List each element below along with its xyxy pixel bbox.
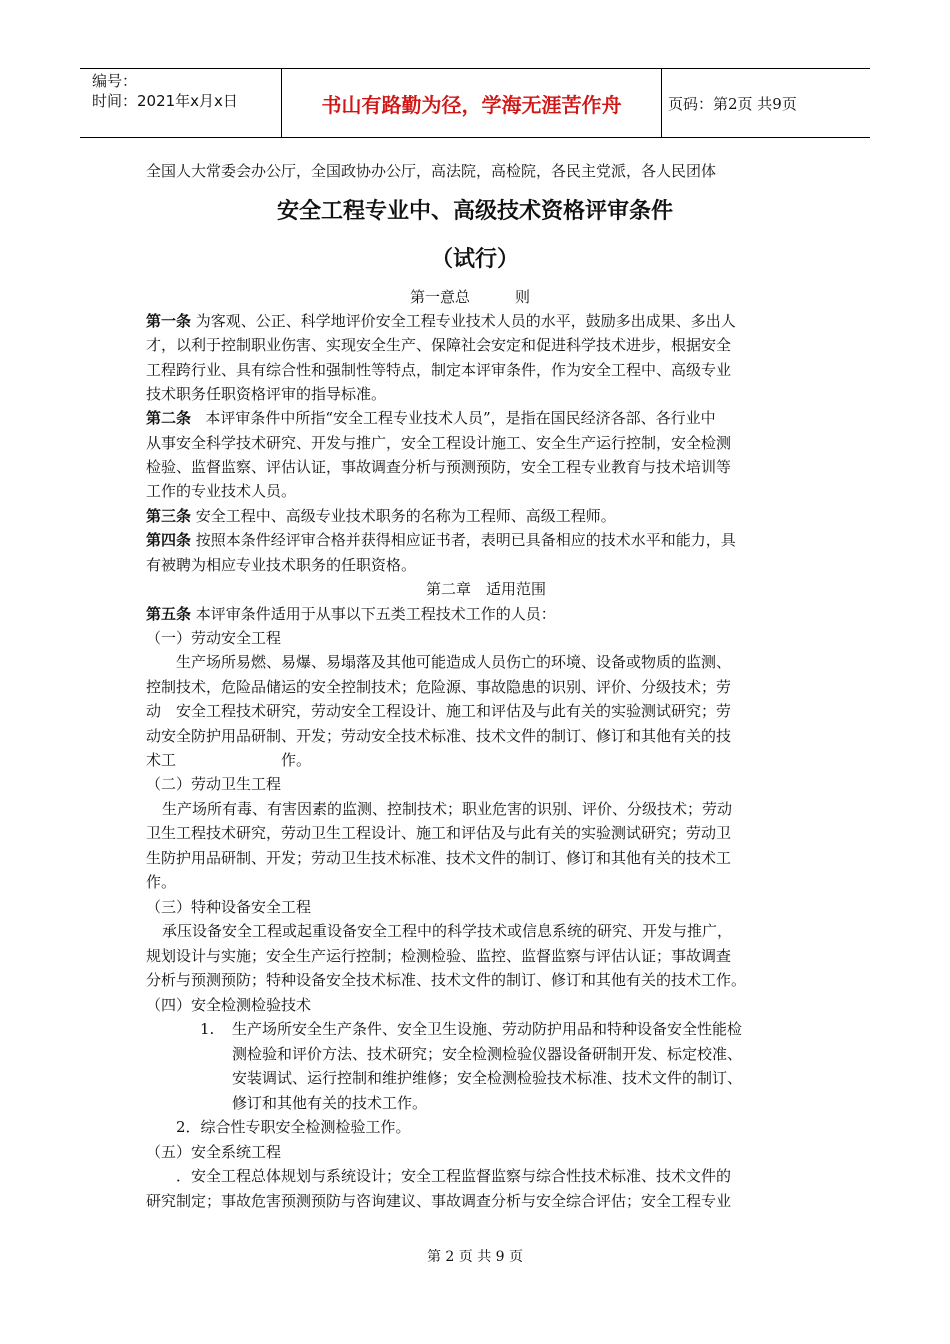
section-5-line-2: 研究制定；事故危害预测预防与咨询建议、事故调查分析与安全综合评估；安全工程专业 — [146, 1192, 732, 1210]
document-title: 安全工程专业中、高级技术资格评审条件 — [276, 199, 673, 224]
section-1-line-5: 术工 作。 — [146, 751, 312, 769]
header-meta-cell — [80, 69, 282, 137]
section-2-line-2: 卫生工程技术研究，劳动卫生工程设计、施工和评估及与此有关的实验测试研究；劳动卫 — [146, 824, 732, 842]
section-5-heading: （五）安全系统工程 — [146, 1143, 282, 1161]
section-2-line-3: 生防护用品研制、开发；劳动卫生技术标准、技术文件的制订、修订和其他有关的技术工 — [146, 849, 732, 867]
header-code-label: 编号： — [92, 72, 138, 90]
header-time-label: 时间：2021年x月x日 — [92, 92, 238, 110]
article-5-line-1: 第五条 本评审条件适用于从事以下五类工程技术工作的人员： — [146, 605, 556, 623]
section-2-heading: （二）劳动卫生工程 — [146, 775, 282, 793]
section-1-line-3: 动 安全工程技术研究，劳动安全工程设计、施工和评估及与此有关的实验测试研究；劳 — [146, 702, 732, 720]
section-1-heading: （一）劳动安全工程 — [146, 629, 282, 647]
article-3-label: 第三条 — [146, 507, 192, 525]
article-1-line-3: 工程跨行业、具有综合性和强制性等特点，制定本评审条件，作为安全工程中、高级专业 — [146, 361, 732, 379]
section-2-line-1: 生产场所有毒、有害因素的监测、控制技术；职业危害的识别、评价、分级技术；劳动 — [162, 800, 733, 818]
article-4-line-1: 第四条 按照本条件经评审合格并获得相应证书者，表明已具备相应的技术水平和能力，具 — [146, 531, 736, 549]
section-1-line-1: 生产场所易燃、易爆、易塌落及其他可能造成人员伤亡的环境、设备或物质的监测、 — [176, 653, 732, 671]
document-subtitle: （试行） — [430, 247, 519, 272]
article-2-line-3: 检验、监督监察、评估认证，事故调查分析与预测预防，安全工程专业教育与技术培训等 — [146, 458, 732, 476]
chapter-1-heading: 第一意总 则 — [410, 288, 531, 306]
chapter-2-heading: 第二章 适用范围 — [426, 580, 547, 598]
section-2-line-4: 作。 — [146, 873, 177, 891]
article-2-line-1: 第二条 本评审条件中所指“安全工程专业技术人员”，是指在国民经济各部、各行业中 — [146, 409, 716, 427]
article-4-line-2: 有被聘为相应专业技术职务的任职资格。 — [146, 556, 417, 574]
article-2-label: 第二条 — [146, 409, 192, 427]
header-page-info: 页码：第2页 共9页 — [668, 94, 797, 113]
section-5-line-1: ．安全工程总体规划与系统设计；安全工程监督监察与综合性技术标准、技术文件的 — [176, 1167, 732, 1185]
article-3-line-1: 第三条 安全工程中、高级专业技术职务的名称为工程师、高级工程师。 — [146, 507, 616, 525]
article-1-label: 第一条 — [146, 312, 192, 330]
section-3-heading: （三）特种设备安全工程 — [146, 898, 312, 916]
article-1-line-1: 第一条 为客观、公正、科学地评价安全工程专业技术人员的水平，鼓励多出成果、多出人 — [146, 312, 736, 330]
article-5-label: 第五条 — [146, 605, 192, 623]
section-1-line-2: 控制技术，危险品储运的安全控制技术；危险源、事故隐患的识别、评价、分级技术；劳 — [146, 678, 732, 696]
header-motto: 书山有路勤为径，学海无涯苦作舟 — [282, 69, 662, 137]
section-4-item-1-line-1: 生产场所安全生产条件、安全卫生设施、劳动防护用品和特种设备安全性能检 — [232, 1020, 743, 1038]
article-2-line-2: 从事安全科学技术研究、开发与推广，安全工程设计施工、安全生产运行控制，安全检测 — [146, 434, 732, 452]
section-4-item-2: 2．综合性专职安全检测检验工作。 — [176, 1118, 411, 1136]
section-4-heading: （四）安全检测检验技术 — [146, 996, 312, 1014]
article-1-line-2: 才，以利于控制职业伤害、实现安全生产、保障社会安定和促进科学技术进步，根据安全 — [146, 336, 732, 354]
page-footer: 第 2 页 共 9 页 — [426, 1249, 524, 1265]
header-table — [80, 68, 870, 138]
section-4-item-1-line-3: 安装调试、运行控制和维护维修；安全检测检验技术标准、技术文件的制订、 — [232, 1069, 743, 1087]
article-1-line-4: 技术职务任职资格评审的指导标准。 — [146, 385, 387, 403]
article-4-label: 第四条 — [146, 531, 192, 549]
section-4-item-1-line-4: 修订和其他有关的技术工作。 — [232, 1094, 428, 1112]
section-3-line-1: 承压设备安全工程或起重设备安全工程中的科学技术或信息系统的研究、开发与推广， — [162, 922, 733, 940]
section-1-line-4: 动安全防护用品研制、开发；劳动安全技术标准、技术文件的制订、修订和其他有关的技 — [146, 727, 732, 745]
section-4-item-1-number: 1. — [200, 1020, 215, 1038]
section-4-item-1-line-2: 测检验和评价方法、技术研究；安全检测检验仪器设备研制开发、标定校准、 — [232, 1045, 743, 1063]
section-3-line-3: 分析与预测预防；特种设备安全技术标准、技术文件的制订、修订和其他有关的技术工作。 — [146, 971, 747, 989]
section-3-line-2: 规划设计与实施；安全生产运行控制；检测检验、监控、监督监察与评估认证；事故调查 — [146, 947, 732, 965]
article-2-line-4: 工作的专业技术人员。 — [146, 482, 297, 500]
recipients-line: 全国人大常委会办公厅，全国政协办公厅，高法院，高检院，各民主党派，各人民团体 — [146, 162, 717, 180]
